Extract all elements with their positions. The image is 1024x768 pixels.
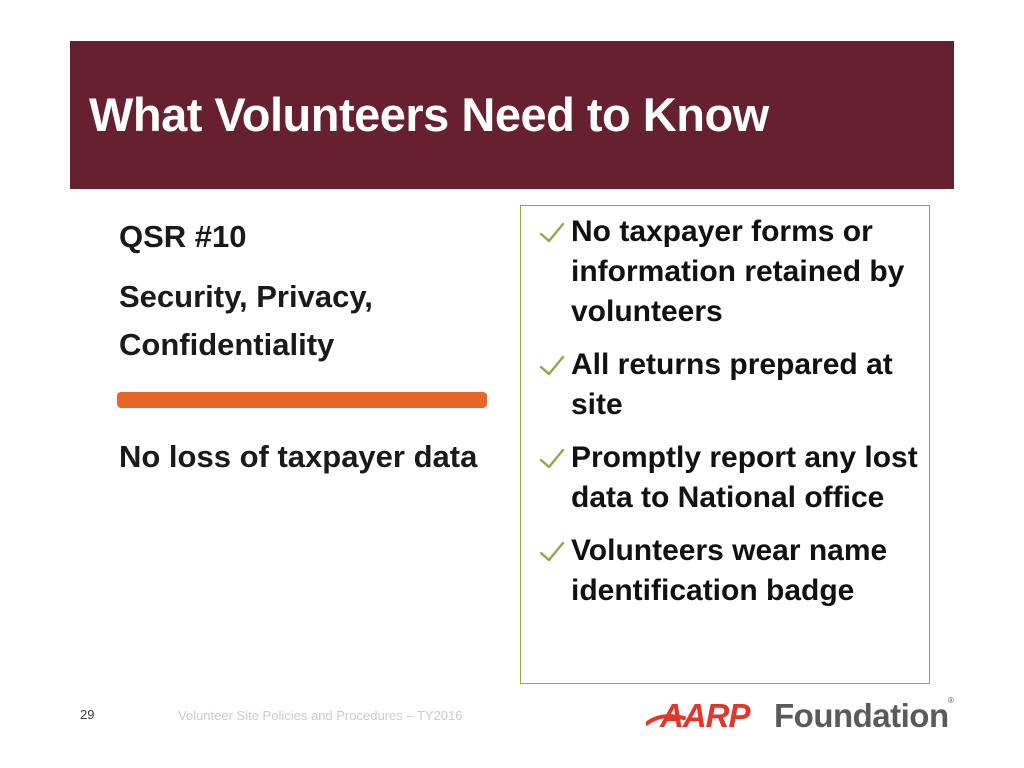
qsr-subtitle: Security, Privacy, Confidentiality <box>119 279 373 362</box>
aarp-foundation-logo <box>646 694 958 738</box>
no-loss-text: No loss of taxpayer data <box>119 439 478 474</box>
qsr-label: QSR #10 <box>119 219 247 254</box>
checklist-item <box>537 531 929 611</box>
checklist-box <box>520 205 930 684</box>
checklist <box>537 212 929 624</box>
logo-registered-mark: ® <box>948 696 954 705</box>
checkmark-icon <box>537 531 571 571</box>
title-bar <box>70 41 954 189</box>
page-number: 29 <box>80 707 95 722</box>
checklist-item <box>537 212 929 332</box>
checkmark-icon <box>537 212 571 252</box>
checklist-item-text: Promptly report any lost data to National office <box>571 441 918 514</box>
checklist-item <box>537 438 929 518</box>
checkmark-icon <box>537 345 571 385</box>
footer-title: Volunteer Site Policies and Procedures – TY2016 <box>178 708 463 723</box>
checklist-item <box>537 345 929 425</box>
slide-title: What Volunteers Need to Know <box>89 88 769 141</box>
logo-name: Foundation <box>774 697 949 734</box>
checklist-item-text: All returns prepared at site <box>571 348 893 421</box>
checklist-item-text: No taxpayer forms or information retained by volunteers <box>571 215 905 328</box>
checkmark-icon <box>537 438 571 478</box>
orange-divider <box>117 392 487 408</box>
logo-brand: AARP <box>660 697 750 734</box>
left-column <box>119 214 489 369</box>
checklist-item-text: Volunteers wear name identification badge <box>571 534 888 607</box>
